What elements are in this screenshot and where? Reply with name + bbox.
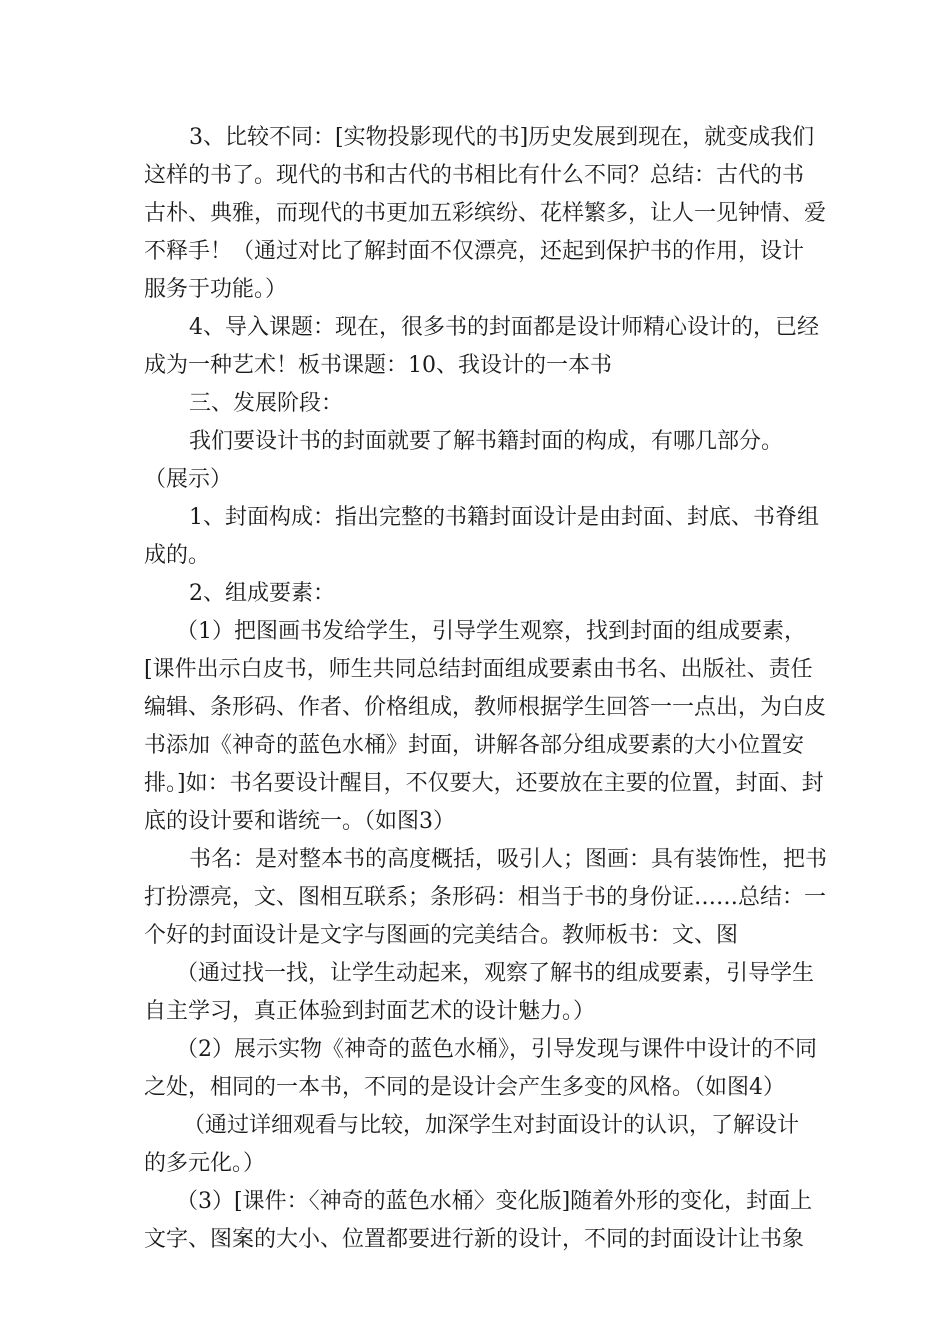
text-line: （展示） <box>144 467 233 492</box>
text-line: 成为一种艺术！板书课题：10、我设计的一本书 <box>144 353 612 378</box>
text-line: 排。]如：书名要设计醒目，不仅要大，还要放在主要的位置，封面、封 <box>144 771 824 796</box>
text-line: 的多元化。） <box>144 1151 266 1176</box>
text-line: （2）展示实物《神奇的蓝色水桶》，引导发现与课件中设计的不同 <box>176 1037 817 1062</box>
text-line: 书添加《神奇的蓝色水桶》封面，讲解各部分组成要素的大小位置安 <box>144 733 805 758</box>
text-line: （通过找一找，让学生动起来，观察了解书的组成要素，引导学生 <box>176 961 815 986</box>
text-line: 4、导入课题：现在，很多书的封面都是设计师精心设计的，已经 <box>189 315 819 340</box>
text-line: 自主学习，真正体验到封面艺术的设计魅力。） <box>144 999 596 1024</box>
text-line: （3）[课件：〈神奇的蓝色水桶〉变化版]随着外形的变化，封面上 <box>176 1189 813 1214</box>
text-line: 书名：是对整本书的高度概括，吸引人；图画：具有装饰性，把书 <box>189 847 828 872</box>
text-line: 不释手！（通过对比了解封面不仅漂亮，还起到保护书的作用，设计 <box>144 239 805 264</box>
text-line: 我们要设计书的封面就要了解书籍封面的构成，有哪几部分。 <box>189 429 784 454</box>
text-line: 成的。 <box>144 543 211 568</box>
text-line: （1）把图画书发给学生，引导学生观察，找到封面的组成要素， <box>176 619 806 644</box>
text-line: 这样的书了。现代的书和古代的书相比有什么不同？总结：古代的书 <box>144 163 805 188</box>
text-line: 之处，相同的一本书，不同的是设计会产生多变的风格。（如图4） <box>144 1075 785 1100</box>
text-line: 打扮漂亮，文、图相互联系；条形码：相当于书的身份证……总结：一 <box>144 885 827 910</box>
text-line: 服务于功能。） <box>144 277 288 302</box>
text-line: [课件出示白皮书，师生共同总结封面组成要素由书名、出版社、责任 <box>144 657 813 682</box>
text-line: 编辑、条形码、作者、价格组成，教师根据学生回答一一点出，为白皮 <box>144 695 827 720</box>
text-line: 文字、图案的大小、位置都要进行新的设计，不同的封面设计让书象 <box>144 1227 805 1252</box>
text-line: 个好的封面设计是文字与图画的完美结合。教师板书：文、图 <box>144 923 739 948</box>
text-line: 3、比较不同：[实物投影现代的书]历史发展到现在，就变成我们 <box>189 125 815 150</box>
text-line: （通过详细观看与比较，加深学生对封面设计的认识，了解设计 <box>183 1113 800 1138</box>
text-line: 底的设计要和谐统一。（如图3） <box>144 809 455 834</box>
text-line: 古朴、典雅，而现代的书更加五彩缤纷、花样繁多，让人一见钟情、爱 <box>144 201 827 226</box>
text-line: 1、封面构成：指出完整的书籍封面设计是由封面、封底、书脊组 <box>189 505 819 530</box>
section-heading: 三、发展阶段： <box>189 391 344 416</box>
text-line: 2、组成要素： <box>189 581 335 606</box>
